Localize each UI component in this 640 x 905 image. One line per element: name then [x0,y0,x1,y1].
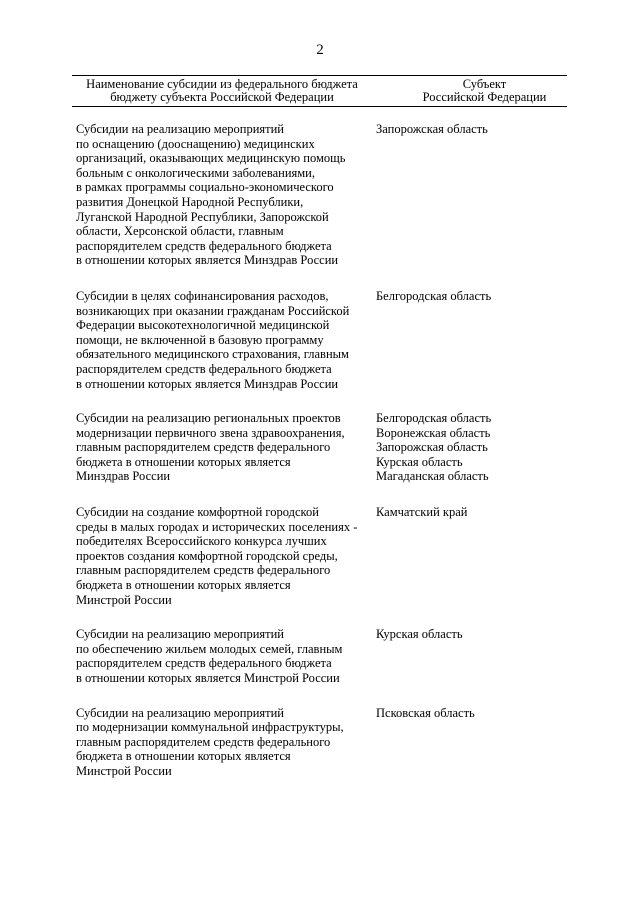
region-list [376,627,566,642]
region-name: Магаданская область [376,469,489,484]
region-name: Камчатский край [376,505,468,520]
header-subsidy-name: Наименование субсидии из федерального бюджета бюджету субъекта Российской Федерации [86,77,358,104]
region-name: Воронежская область [376,425,491,440]
table-row [76,627,567,685]
subsidy-description: Субсидии на реализацию мероприятий по обеспечению жильем молодых семей, главным распорядителем средств федерального бюджета в отношении которых является Минстрой России [76,627,343,685]
subsidy-description: Субсидии на реализацию мероприятий по оснащению (дооснащению) медицинских организаций, оказывающих медицинскую помощь больным с онкологическими заболеваниями, в рамках программы социально-экономического развития Донецкой Народной Республики, Луганской Народной Республики, Запорожской области, Херсонской области, главным распорядителем средств федерального бюджета в отношении которых является Минздрав России [76,122,346,268]
region-name: Курская область [376,454,463,469]
region-list [376,122,566,137]
header-region: Субъект Российской Федерации [422,77,547,104]
region-list [376,289,566,304]
table-row [76,289,567,391]
region-list [376,411,566,484]
table-row [76,706,567,779]
region-name: Курская область [376,627,463,642]
page-number: 2 [316,42,324,58]
region-list [376,505,566,520]
subsidy-description: Субсидии на создание комфортной городской среды в малых городах и исторических поселениях - победителях Всероссийского конкурса лучших проектов создания комфортной городской среды, главным распорядителем средств федерального бюджета в отношении которых является Минстрой России [76,505,358,607]
region-name: Запорожская область [376,122,488,136]
region-name: Белгородская область [376,411,492,426]
subsidy-description: Субсидии на реализацию региональных проектов модернизации первичного звена здравоохранения, главным распорядителем средств федерального бюджета в отношении которых является Минздрав России [76,411,345,484]
table-row [76,505,567,607]
region-list [376,706,566,721]
table-row [76,122,567,268]
region-name: Запорожская область [376,440,488,455]
table-row [76,411,567,484]
subsidy-description: Субсидии в целях софинансирования расходов, возникающих при оказании гражданам Российской Федерации высокотехнологичной медицинской помощи, не включенной в базовую программу обязательного медицинского страхования, главным распорядителем средств федерального бюджета в отношении которых является Минздрав России [76,288,350,391]
table-body [76,122,567,779]
table-header [72,75,567,107]
region-name: Белгородская область [376,288,492,303]
subsidy-description: Субсидии на реализацию мероприятий по модернизации коммунальной инфраструктуры, главным распорядителем средств федерального бюджета в отношении которых является Минстрой России [76,705,344,778]
region-name: Псковская область [376,705,475,720]
